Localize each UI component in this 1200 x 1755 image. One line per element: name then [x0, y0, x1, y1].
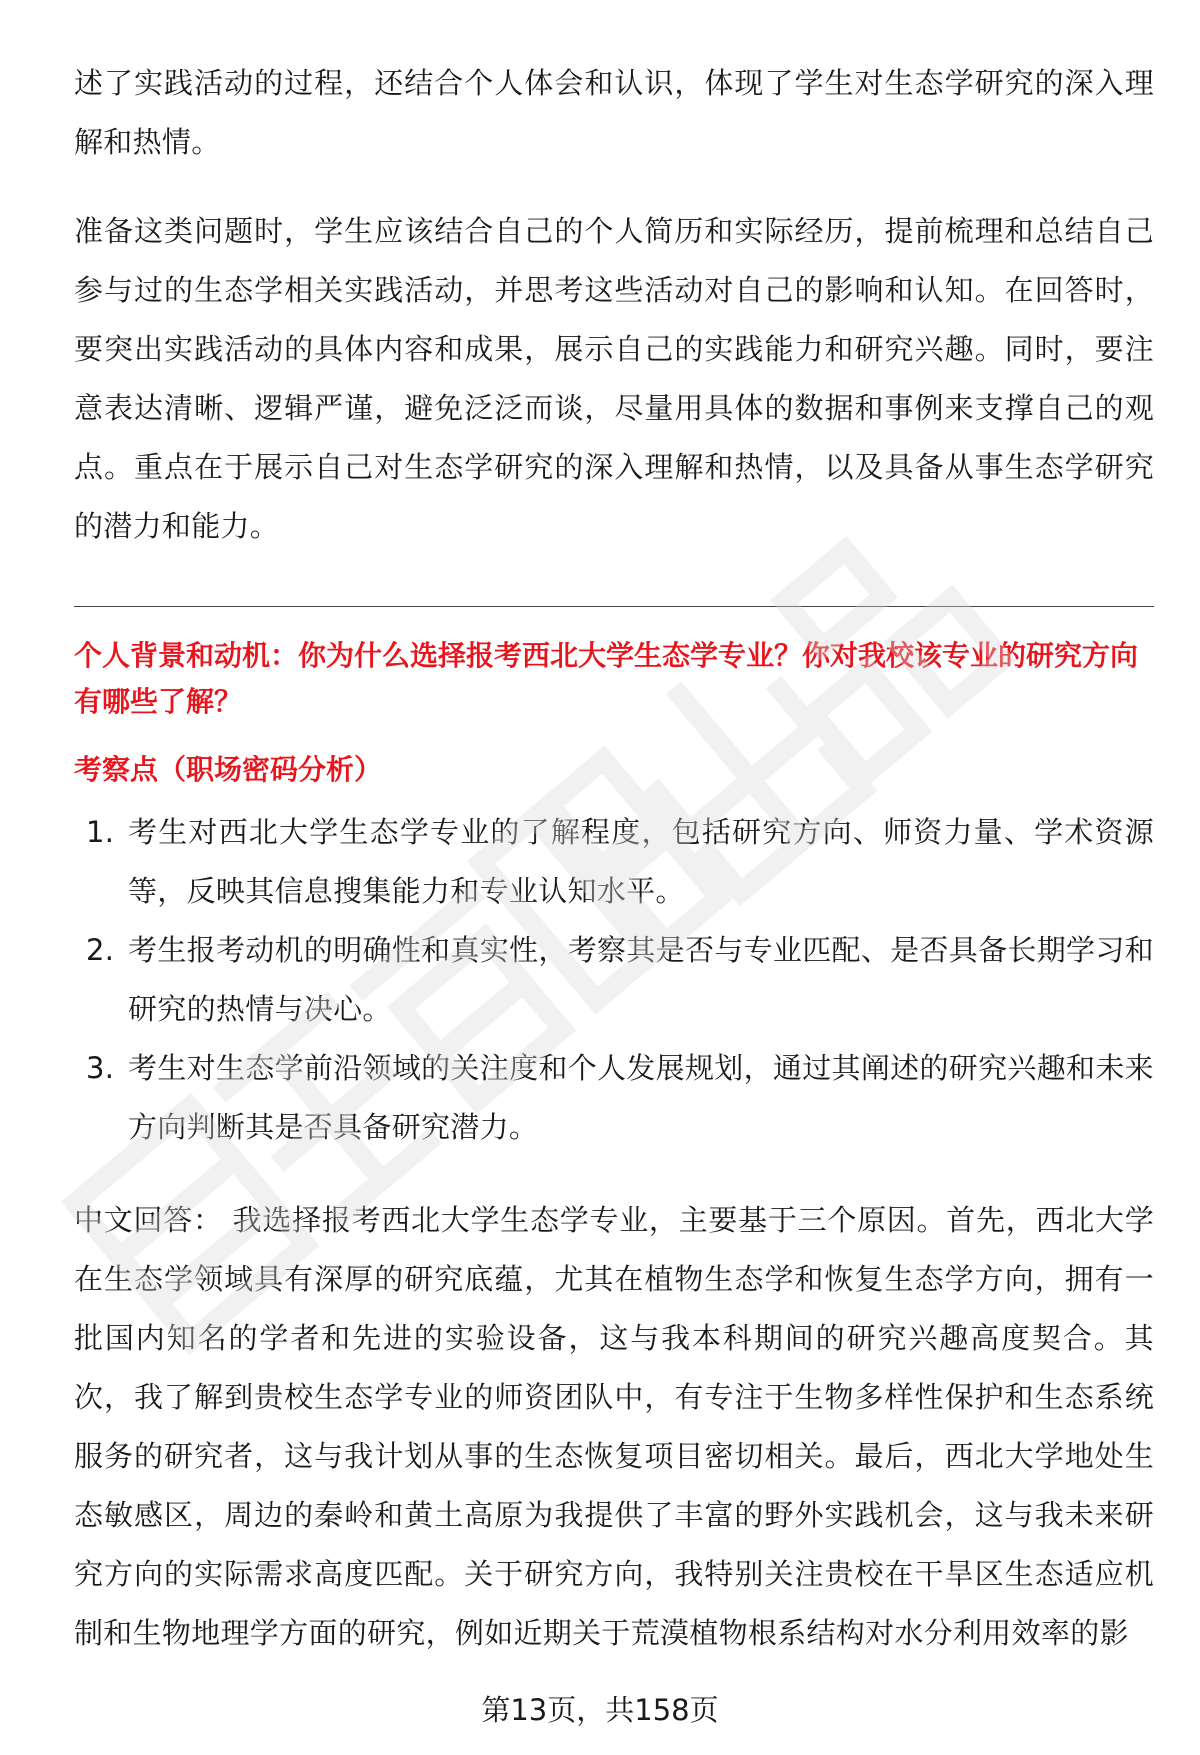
list-item-number: 3.	[86, 1051, 115, 1085]
chinese-answer-paragraph: 中文回答： 我选择报考西北大学生态学专业，主要基于三个原因。首先，西北大学在生态学领域具有深厚的研究底蕴，尤其在植物生态学和恢复生态学方向，拥有一批国内知名的学者和先进的实验设备，这与我本科期间的研究兴趣高度契合。其次，我了解到贵校生态学专业的师资团队中，有专注于生物多样性保护和生态系统服务的研究者，这与我计划从事的生态恢复项目密切相关。最后，西北大学地处生态敏感区，周边的秦岭和黄土高原为我提供了丰富的野外实践机会，这与我未来研究方向的实际需求高度匹配。关于研究方向，我特别关注贵校在干旱区生态适应机制和生物地理学方面的研究，例如近期关于荒漠植物根系结构对水分利用效率的影	[74, 1203, 1154, 1650]
section-divider	[74, 606, 1154, 607]
page-number-footer: 第13页，共158页	[481, 1693, 719, 1727]
paragraph-gap	[74, 1157, 1154, 1191]
paragraph-gap	[74, 172, 1154, 202]
list-item-text: 考生报考动机的明确性和真实性，考察其是否与专业匹配、是否具备长期学习和研究的热情与决心。	[128, 933, 1154, 1026]
assessment-points-list	[74, 803, 1154, 1157]
assessment-points-heading: 考察点（职场密码分析）	[74, 753, 383, 786]
question-title: 个人背景和动机：你为什么选择报考西北大学生态学专业？你对我校该专业的研究方向有哪些了解？	[74, 639, 1139, 718]
list-item-text: 考生对西北大学生态学专业的了解程度，包括研究方向、师资力量、学术资源等，反映其信息搜集能力和专业认知水平。	[128, 815, 1154, 908]
prep-advice-paragraph: 准备这类问题时，学生应该结合自己的个人简历和实际经历，提前梳理和总结自己参与过的生态学相关实践活动，并思考这些活动对自己的影响和认知。在回答时，要突出实践活动的具体内容和成果，展示自己的实践能力和研究兴趣。同时，要注意表达清晰、逻辑严谨，避免泛泛而谈，尽量用具体的数据和事例来支撑自己的观点。重点在于展示自己对生态学研究的深入理解和热情，以及具备从事生态学研究的潜力和能力。	[74, 214, 1154, 543]
intro-tail-paragraph: 述了实践活动的过程，还结合个人体会和认识，体现了学生对生态学研究的深入理解和热情。	[74, 66, 1154, 159]
list-item	[74, 803, 1154, 921]
list-item-text: 考生对生态学前沿领域的关注度和个人发展规划，通过其阐述的研究兴趣和未来方向判断其是否具备研究潜力。	[128, 1051, 1154, 1144]
list-item	[74, 921, 1154, 1039]
page-content	[74, 54, 1154, 1663]
list-item-number: 1.	[86, 815, 115, 849]
list-item-number: 2.	[86, 933, 115, 967]
list-item	[74, 1039, 1154, 1157]
